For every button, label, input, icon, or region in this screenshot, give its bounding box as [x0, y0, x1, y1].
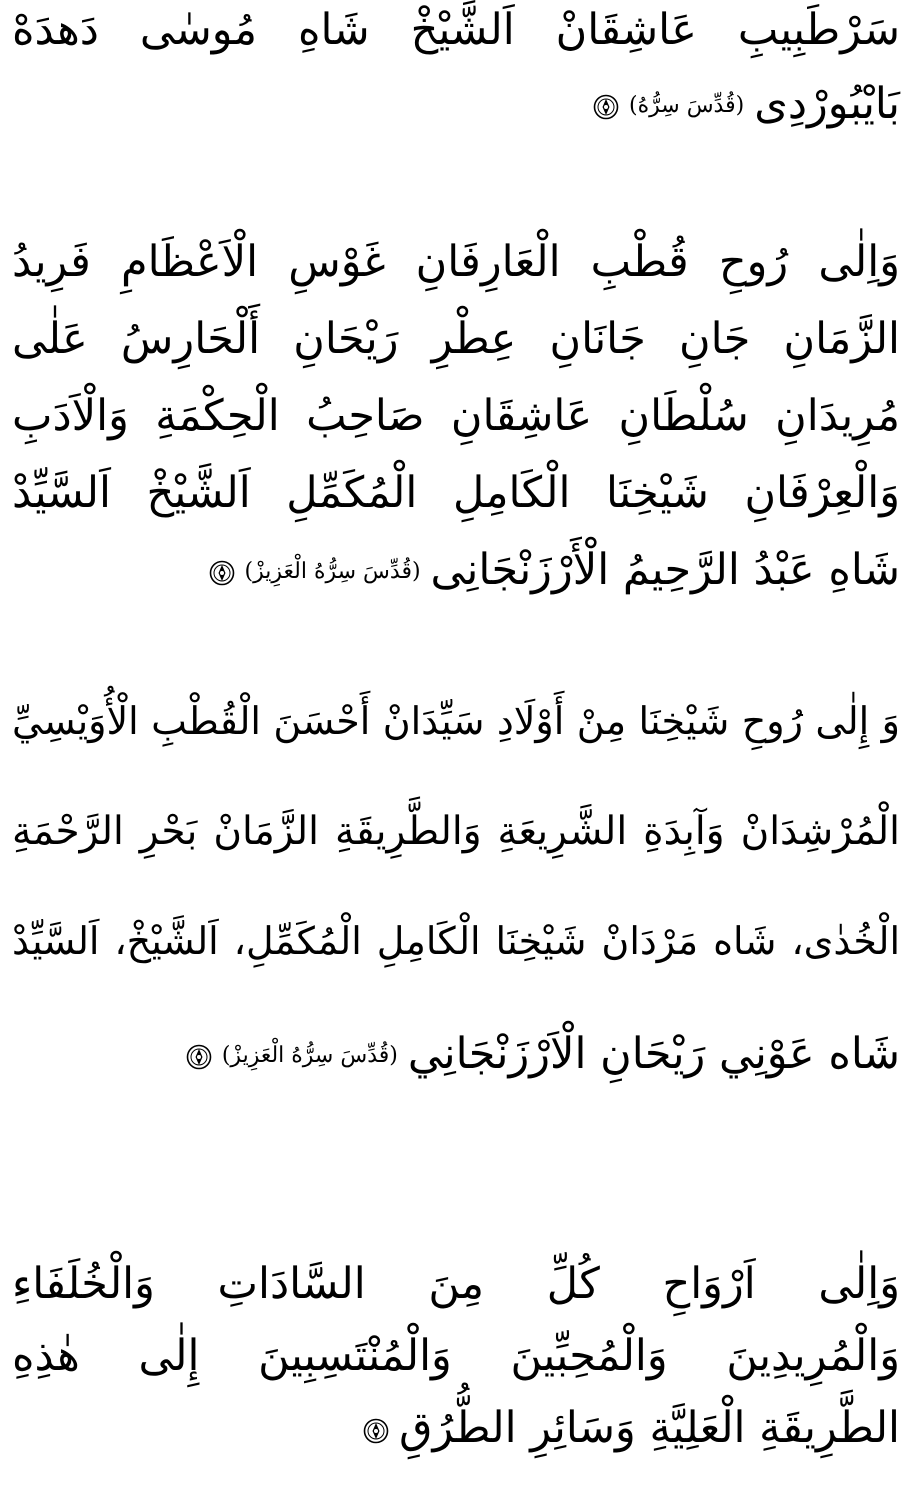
text-line-last — [12, 1030, 900, 1140]
paragraph-4 — [12, 1260, 900, 1476]
honorific-note: (قُدِّسَ سِرُّهُ الْعَزِيزْ) — [244, 559, 421, 584]
text-line: مُرِيدَانِ سُلْطَانِ عَاشِقَانِ صَاحِبُ الْحِكْمَةِ وَالْاَدَبِ — [12, 391, 900, 441]
text-line-content: شَاهِ عَبْدُ الرَّحِيمُ الْأَرْزَنْجَانِى — [430, 545, 900, 595]
paragraph-1 — [12, 6, 900, 154]
text-line-content: بَايْبُورْدِى — [754, 79, 900, 129]
paragraph-2 — [12, 238, 900, 623]
text-line-last — [12, 1404, 900, 1476]
text-line: وَاِلٰى رُوحِ قُطْبِ الْعَارِفَانِ غَوْسِ الْاَعْظَامِ فَرِيدُ — [12, 237, 900, 287]
rosette-ornament-icon — [363, 1418, 389, 1444]
text-line: وَ إِلٰى رُوحِ شَيْخِنَا مِنْ أَوْلَادِ سَيِّدَانْ أَحْسَنَ الْقُطْبِ الْأُوَيْسِيِّ — [12, 699, 900, 743]
rosette-ornament-icon — [186, 1044, 212, 1070]
honorific-note: (قُدِّسَ سِرُّهُ) — [629, 93, 745, 118]
text-line-last — [12, 80, 900, 154]
paragraph-3 — [12, 700, 900, 1140]
text-line: الزَّمَانِ جَانِ جَانَانِ عِطْرِ رَيْحَانِ أَلْحَارِسُ عَلٰى — [12, 314, 900, 364]
text-line: وَالْمُرِيدِينَ وَالْمُحِبِّينَ وَالْمُنْتَسِبِينَ إِلٰى هٰذِهِ — [12, 1331, 900, 1381]
text-line: سَرْطَبِيبِ عَاشِقَانْ اَلشَّيْخْ شَاهِ مُوسٰى دَهدَهْ — [12, 5, 900, 55]
rosette-ornament-icon — [209, 560, 235, 586]
text-line: وَالْعِرْفَانِ شَيْخِنَا الْكَامِلِ الْمُكَمِّلِ اَلشَّيْخْ اَلسَّيِّدْ — [12, 468, 900, 518]
rosette-ornament-icon — [593, 94, 619, 120]
text-line: وَاِلٰى اَرْوَاحِ كُلِّ مِنَ السَّادَاتِ وَالْخُلَفَاءِ — [12, 1259, 900, 1309]
text-line-last — [12, 546, 900, 623]
text-line-content: شَاه عَوْنِي رَيْحَانِ الْاَرْزَنْجَانِي — [407, 1029, 900, 1079]
honorific-note: (قُدِّسَ سِرُّهُ الْعَزِيزْ) — [221, 1043, 398, 1068]
text-line: الْمُرْشِدَانْ وَآبِدَةِ الشَّرِيعَةِ وَالطَّرِيقَةِ الزَّمَانْ بَحْرِ الرَّحْمَةِ — [12, 809, 900, 854]
text-line-content: الطَّرِيقَةِ الْعَلِيَّةِ وَسَائِرِ الطُّرُقِ — [399, 1403, 900, 1453]
text-line: الْخُدٰى، شَاه مَرْدَانْ شَيْخِنَا الْكَامِلِ الْمُكَمِّلِ، اَلشَّيْخْ، اَلسَّيِّدْ — [12, 919, 900, 963]
